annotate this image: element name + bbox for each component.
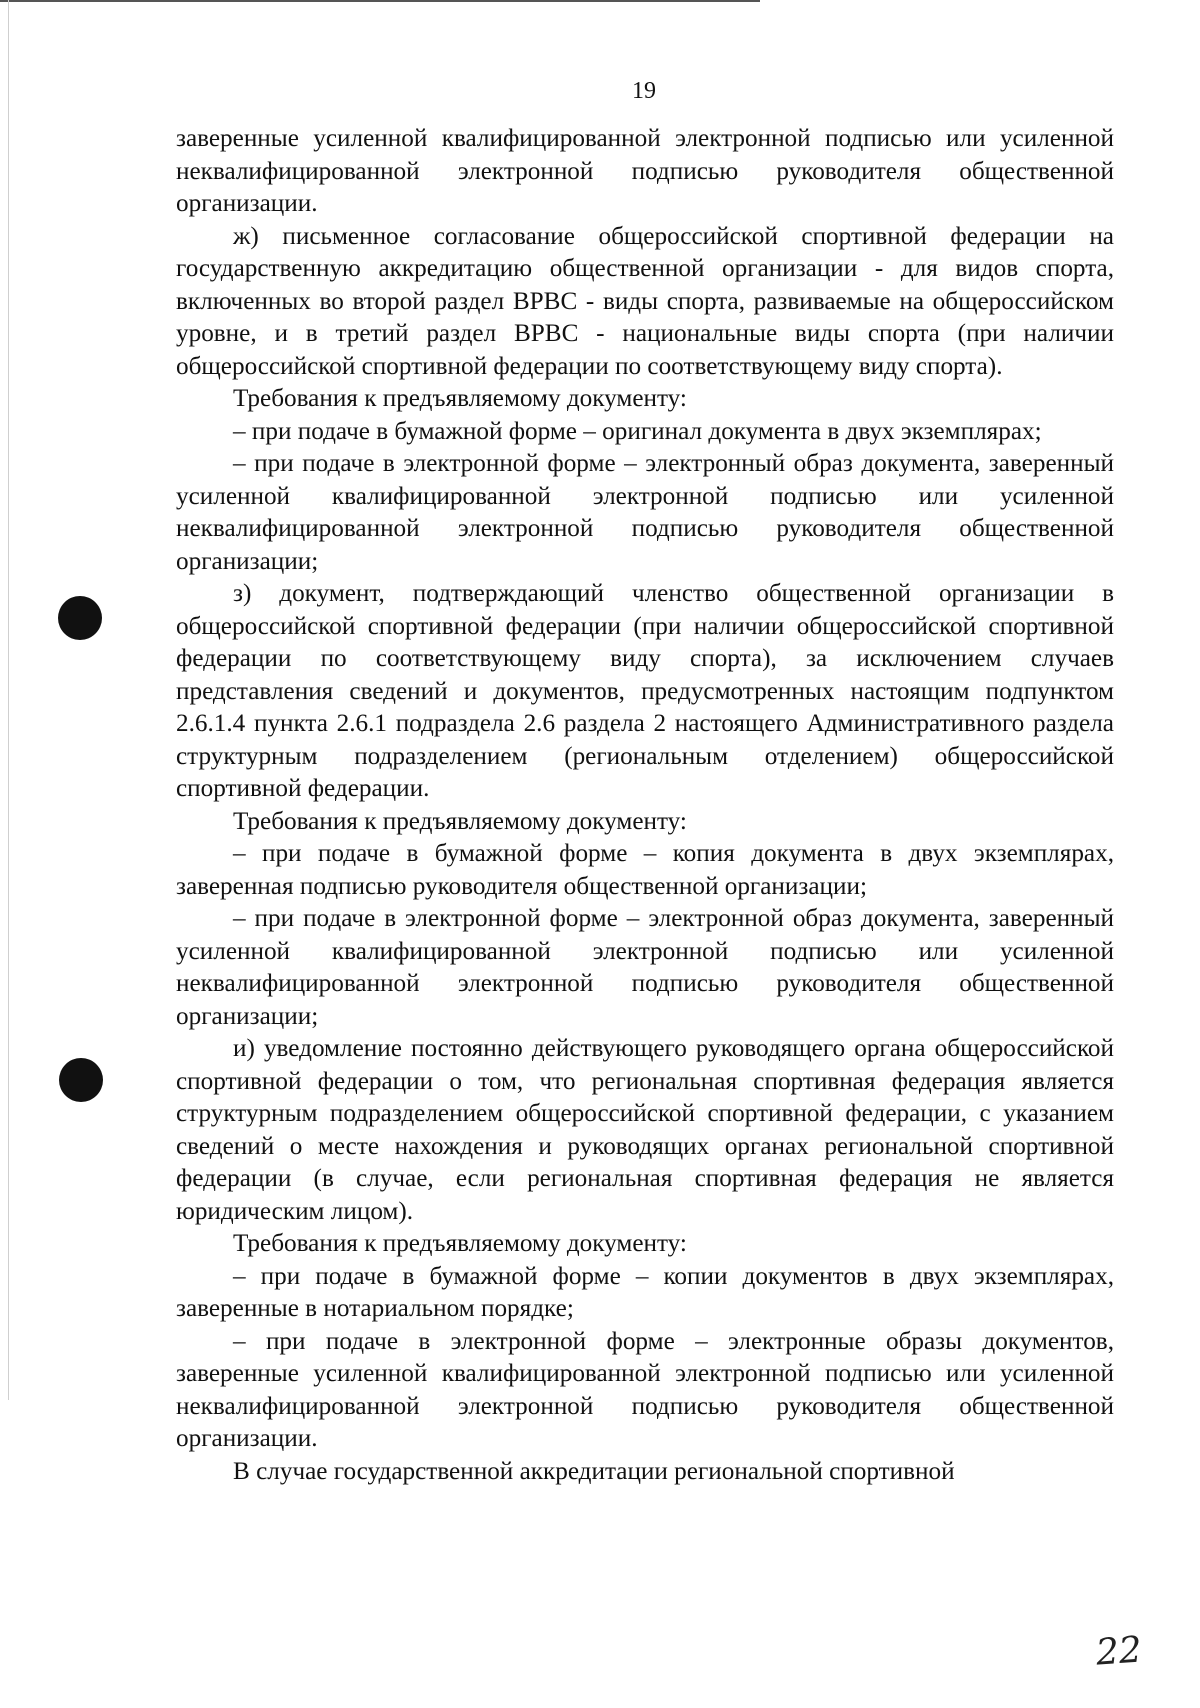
requirements-heading: Требования к предъявляемому документу:: [233, 807, 687, 835]
paragraph: заверенные усиленной квалифицированной электронной подписью или усиленной неквалифицированной электронной подписью руководителя общественной организации.: [176, 125, 1114, 217]
list-item: – при подаче в бумажной форме – копии документов в двух экземплярах, заверенные в нотариальном порядке;: [176, 1262, 1114, 1322]
scan-top-edge-line: [0, 0, 760, 2]
list-item: – при подаче в электронной форме – электронные образы документов, заверенные усиленной квалифицированной электронной подписью или усиленной неквалифицированной электронной подписью руководителя общественной организации.: [176, 1327, 1114, 1452]
list-item: – при подаче в электронной форме – электронный образ документа, заверенный усиленной квалифицированной электронной подписью или усиленной неквалифицированной электронной подписью руководителя общественной организации;: [176, 450, 1114, 575]
list-item: – при подаче в бумажной форме – копия документа в двух экземплярах, заверенная подписью руководителя общественной организации;: [176, 840, 1114, 900]
handwritten-sheet-number: 22: [1094, 1629, 1144, 1674]
punch-hole: [59, 1058, 103, 1102]
paragraph: и) уведомление постоянно действующего руководящего органа общероссийской спортивной федерации о том, что региональная спортивная федерация является структурным подразделением общероссийской спортивной федерации, с указанием сведений о месте нахождения и руководящих органах региональной спортивной федерации (в случае, если региональная спортивная федерация не является юридическим лицом).: [176, 1035, 1114, 1225]
page-number: 19: [632, 78, 656, 104]
document-body: [176, 123, 1114, 1488]
paragraph: ж) письменное согласование общероссийской спортивной федерации на государственную аккредитацию общественной организации - для видов спорта, включенных во второй раздел ВРВС - виды спорта, развиваемые на общероссийском уровне, и в третий раздел ВРВС - национальные виды спорта (при наличии общероссийской спортивной федерации по соответствующему виду спорта).: [176, 222, 1114, 380]
paragraph: з) документ, подтверждающий членство общественной организации в общероссийской спортивной федерации (при наличии общероссийской спортивной федерации по соответствующему виду спорта), за исключением случаев представления сведений и документов, предусмотренных настоящим подпунктом 2.6.1.4 пункта 2.6.1 подраздела 2.6 раздела 2 настоящего Административного раздела структурным подразделением (региональным отделением) общероссийской спортивной федерации.: [176, 580, 1114, 802]
punch-hole: [58, 596, 102, 640]
requirements-heading: Требования к предъявляемому документу:: [233, 1230, 687, 1257]
list-item: – при подаче в бумажной форме – оригинал документа в двух экземплярах;: [233, 417, 1042, 445]
paragraph: В случае государственной аккредитации региональной спортивной: [233, 1457, 955, 1485]
scan-left-edge-line: [8, 0, 9, 1400]
requirements-heading: Требования к предъявляемому документу:: [233, 385, 687, 412]
list-item: – при подаче в электронной форме – электронной образ документа, заверенный усиленной квалифицированной электронной подписью или усиленной неквалифицированной электронной подписью руководителя общественной организации;: [176, 905, 1114, 1030]
